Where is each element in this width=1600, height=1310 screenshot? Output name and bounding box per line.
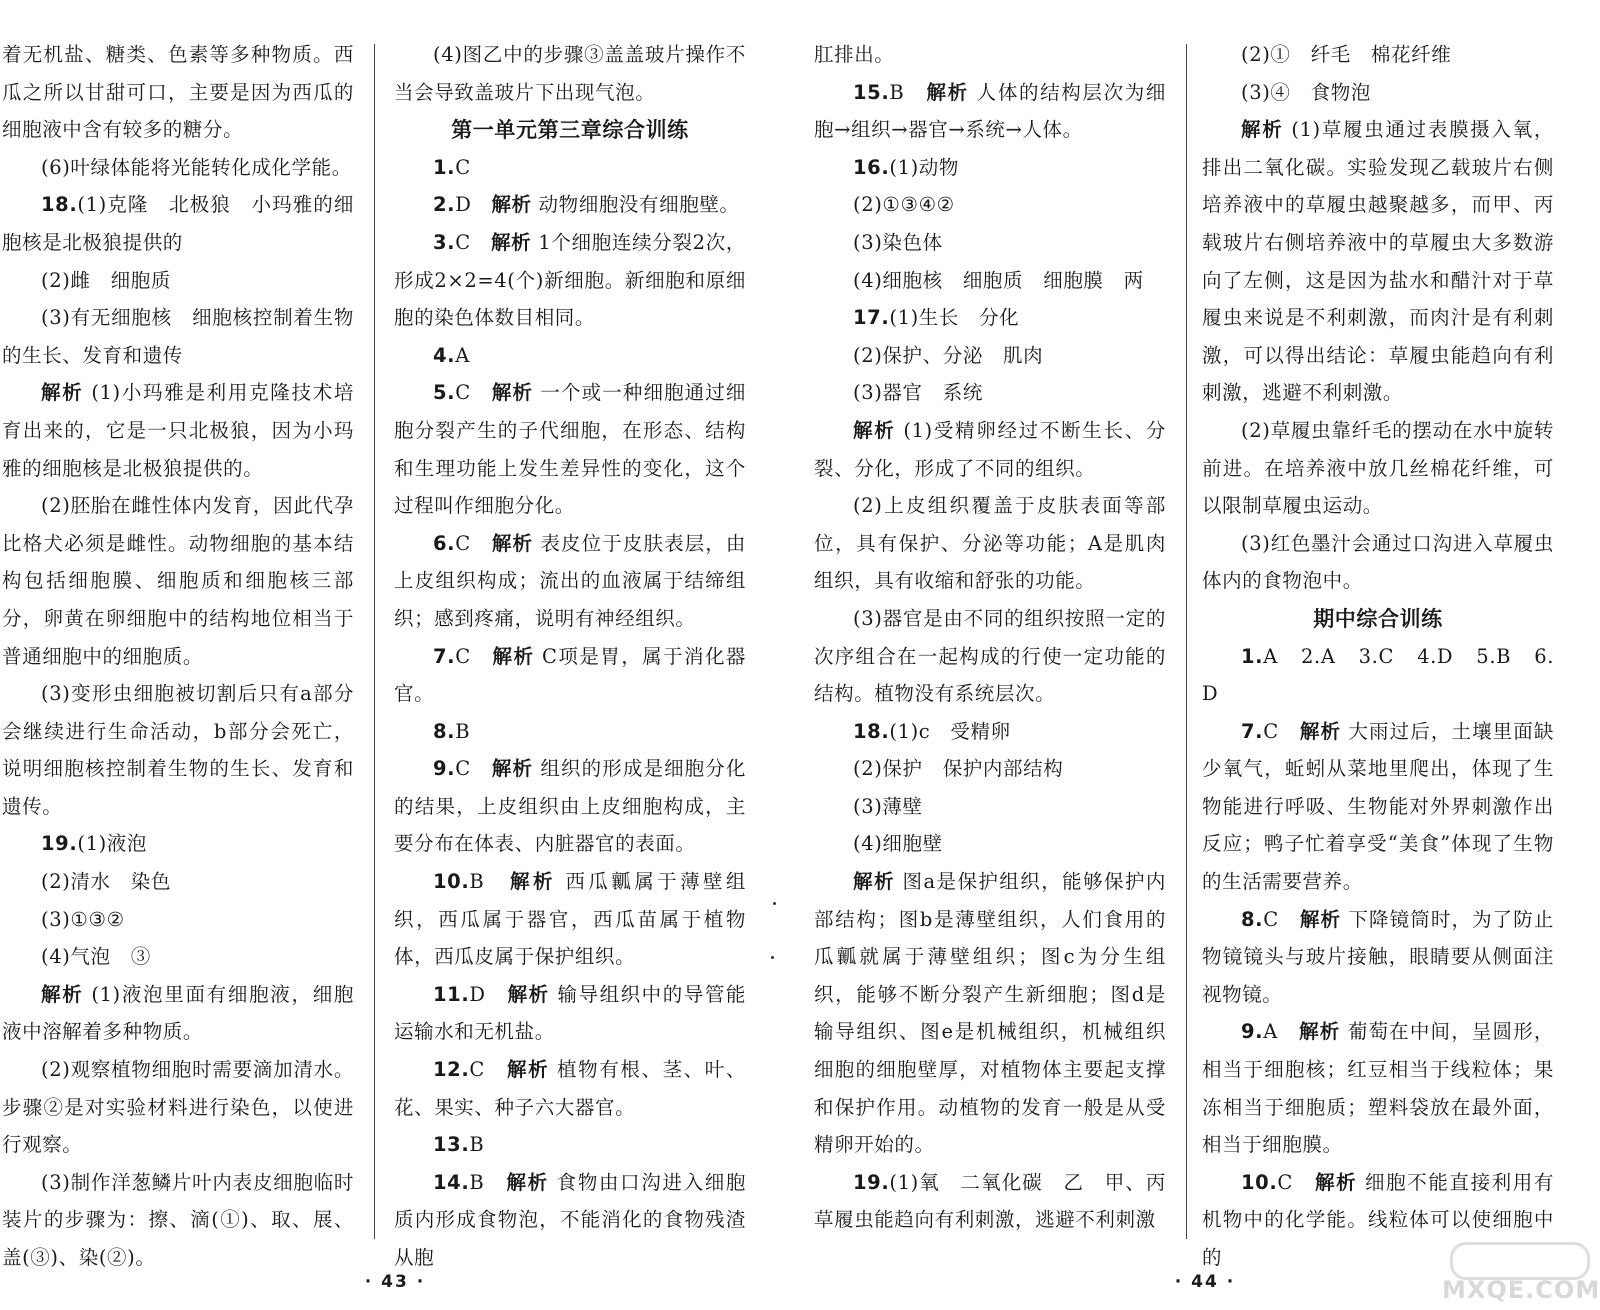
column-divider xyxy=(1186,44,1187,1239)
item-number: 3. xyxy=(433,230,456,254)
answer-paragraph: (2)保护、分泌 肌肉 xyxy=(853,343,1044,367)
item-number: 10. xyxy=(433,870,470,894)
answer-paragraph: 16.(1)动物 xyxy=(853,155,959,179)
answer-paragraph: (2)胚胎在雌性体内发育，因此代孕比格犬必须是雌性。动物细胞的基本结构包括细胞膜、细胞质和细胞核三部分，卵黄在卵细胞中的结构地位相当于普通细胞中的细胞质。 xyxy=(2,494,354,668)
answer-paragraph: (2)观察植物细胞时需要滴加清水。步骤②是对实验材料进行染色，以使进行观察。 xyxy=(2,1058,354,1157)
analysis-label: 解析 xyxy=(491,757,534,781)
right-column-2 xyxy=(1202,36,1554,1277)
item-number: 7. xyxy=(1241,719,1264,743)
analysis-label: 解析 xyxy=(507,982,550,1006)
answer-paragraph: (3)染色体 xyxy=(853,230,943,254)
analysis-label: 解析 xyxy=(492,644,535,668)
analysis-label: 解析 xyxy=(491,531,534,555)
analysis-label: 解析 xyxy=(510,870,556,894)
column-divider xyxy=(374,44,375,1239)
answer-paragraph: 13.B xyxy=(433,1133,485,1157)
analysis-label: 解析 xyxy=(41,982,84,1006)
answer-paragraph: (3)①③② xyxy=(41,907,125,931)
item-number: 9. xyxy=(1241,1020,1264,1044)
answer-paragraph: 解析 (1)草履虫通过表膜摄入氧，排出二氧化碳。实验发现乙载玻片右侧培养液中的草履虫越聚越多，而甲、丙载玻片右侧培养液中的草履虫大多数游向了左侧，这是因为盐水和醋汁对于草履虫来说是不利刺激，而肉汁是有利刺激，可以得出结论：草履虫能趋向有利刺激，逃避不利刺激。 xyxy=(1202,118,1555,405)
item-number: 19. xyxy=(41,832,78,856)
watermark-logo-icon xyxy=(1450,1242,1590,1280)
answer-paragraph: 19.(1)氧 二氧化碳 乙 甲、丙 草履虫能趋向有利刺激，逃避不利刺激 xyxy=(814,1170,1187,1232)
item-number: 19. xyxy=(853,1170,890,1194)
answer-paragraph: (4)细胞核 细胞质 细胞膜 两 xyxy=(853,268,1144,292)
analysis-label: 解析 xyxy=(1241,118,1284,142)
item-number: 8. xyxy=(433,719,456,743)
answer-paragraph: 12.C 解析 植物有根、茎、叶、花、果实、种子六大器官。 xyxy=(394,1058,746,1119)
answer-paragraph: 10.C 解析 细胞不能直接利用有机物中的化学能。线粒体可以使细胞中的 xyxy=(1202,1170,1554,1269)
answer-paragraph: (2)上皮组织覆盖于皮肤表面等部位，具有保护、分泌等功能；A是肌肉组织，具有收缩和舒张的功能。 xyxy=(814,494,1166,593)
item-number: 18. xyxy=(853,719,890,743)
left-column-1 xyxy=(2,36,354,1277)
answer-paragraph: (3)器官是由不同的组织按照一定的次序组合在一起构成的行使一定功能的结构。植物没有系统层次。 xyxy=(814,606,1166,706)
item-number: 4. xyxy=(433,343,456,367)
item-number: 8. xyxy=(1241,907,1264,931)
answer-paragraph: 14.B 解析 食物由口沟进入细胞质内形成食物泡，不能消化的食物残渣从胞 xyxy=(394,1170,746,1269)
answer-paragraph: 6.C 解析 表皮位于皮肤表层，由上皮组织构成；流出的血液属于结缔组织；感到疼痛，说明有神经组织。 xyxy=(394,531,746,630)
item-number: 11. xyxy=(433,982,470,1006)
answer-paragraph: (6)叶绿体能将光能转化成化学能。 xyxy=(41,155,352,179)
analysis-label: 解析 xyxy=(853,418,896,442)
answer-paragraph: 18.(1)c 受精卵 xyxy=(853,719,1011,743)
answer-paragraph: (2)保护 保护内部结构 xyxy=(853,757,1064,781)
answer-paragraph: 1.C xyxy=(433,155,471,179)
answer-paragraph: (3)器官 系统 xyxy=(853,381,983,405)
item-number: 10. xyxy=(1241,1170,1278,1194)
answer-paragraph: 解析 (1)小玛雅是利用克隆技术培育出来的，它是一只北极狼，因为小玛雅的细胞核是北极狼提供的。 xyxy=(2,381,355,480)
left-column-2 xyxy=(394,36,746,1277)
analysis-label: 解析 xyxy=(853,870,895,894)
answer-paragraph: (2)①③④② xyxy=(853,193,955,217)
answer-paragraph: (3)薄壁 xyxy=(853,794,923,818)
answer-paragraph: 1.A 2.A 3.C 4.D 5.B 6.D xyxy=(1202,644,1554,706)
answer-paragraph: 9.C 解析 组织的形成是细胞分化的结果，上皮组织由上皮细胞构成，主要分布在体表、内脏器官的表面。 xyxy=(394,757,746,856)
answer-paragraph: 着无机盐、糖类、色素等多种物质。西瓜之所以甘甜可口，主要是因为西瓜的细胞液中含有较多的糖分。 xyxy=(2,43,354,142)
analysis-label: 解析 xyxy=(1299,907,1342,931)
item-number: 1. xyxy=(433,155,456,179)
answer-paragraph: (3)④ 食物泡 xyxy=(1241,80,1371,104)
answer-paragraph: 5.C 解析 一个或一种细胞通过细胞分裂产生的子代细胞，在形态、结构和生理功能上发生差异性的变化，这个过程叫作细胞分化。 xyxy=(394,381,746,518)
section-heading: 第一单元第三章综合训练 xyxy=(451,117,689,143)
item-number: 12. xyxy=(433,1058,470,1082)
answer-paragraph: 2.D 解析 动物细胞没有细胞壁。 xyxy=(433,193,740,217)
answer-paragraph: 10.B 解析 西瓜瓤属于薄壁组织，西瓜属于器官，西瓜苗属于植物体，西瓜皮属于保护组织。 xyxy=(394,870,747,969)
analysis-label: 解析 xyxy=(1299,1020,1341,1044)
answer-paragraph: 3.C 解析 1个细胞连续分裂2次，形成2×2=4(个)新细胞。新细胞和原细胞的染色体数目相同。 xyxy=(394,230,746,330)
answer-paragraph: 11.D 解析 输导组织中的导管能运输水和无机盐。 xyxy=(394,982,746,1044)
item-number: 17. xyxy=(853,306,890,330)
answer-paragraph: (2)① 纤毛 棉花纤维 xyxy=(1241,43,1452,66)
item-number: 9. xyxy=(433,757,456,781)
answer-paragraph: 7.C 解析 大雨过后，土壤里面缺少氧气，蚯蚓从菜地里爬出，体现了生物能进行呼吸、生物能对外界刺激作出反应；鸭子忙着享受“美食”体现了生物的生活需要营养。 xyxy=(1202,719,1554,894)
site-watermark xyxy=(1442,1242,1600,1306)
answer-paragraph: (4)气泡 ③ xyxy=(41,945,151,969)
answer-paragraph: 18.(1)克隆 北极狼 小玛雅的细胞核是北极狼提供的 xyxy=(2,193,354,254)
answer-paragraph: 17.(1)生长 分化 xyxy=(853,306,1020,330)
answer-paragraph: (3)有无细胞核 细胞核控制着生物的生长、发育和遗传 xyxy=(2,306,354,367)
analysis-label: 解析 xyxy=(491,193,532,217)
item-number: 16. xyxy=(853,155,890,179)
item-number: 18. xyxy=(41,193,78,217)
answer-paragraph: 8.C 解析 下降镜筒时，为了防止物镜镜头与玻片接触，眼睛要从侧面注视物镜。 xyxy=(1202,907,1554,1006)
answer-paragraph: (2)雌 细胞质 xyxy=(41,268,171,292)
section-heading: 期中综合训练 xyxy=(1313,605,1443,631)
answer-paragraph: 4.A xyxy=(433,343,470,367)
answer-paragraph: 解析 (1)液泡里面有细胞液，细胞液中溶解着多种物质。 xyxy=(2,982,355,1044)
answer-paragraph: 19.(1)液泡 xyxy=(41,832,147,856)
analysis-label: 解析 xyxy=(491,381,534,405)
analysis-label: 解析 xyxy=(1299,719,1342,743)
right-column-1 xyxy=(814,36,1187,1239)
answer-paragraph: (2)清水 染色 xyxy=(41,870,171,894)
analysis-label: 解析 xyxy=(506,1170,549,1194)
answer-paragraph: 7.C 解析 C项是胃，属于消化器官。 xyxy=(394,644,747,706)
item-number: 15. xyxy=(853,80,890,104)
analysis-label: 解析 xyxy=(926,80,969,104)
page-number-43: · 43 · xyxy=(364,1272,426,1292)
item-number: 14. xyxy=(433,1170,470,1194)
answer-paragraph: 8.B xyxy=(433,719,471,743)
answer-paragraph: (3)制作洋葱鳞片叶内表皮细胞临时装片的步骤为：擦、滴(①)、取、展、盖(③)、染(②)。 xyxy=(2,1170,354,1269)
item-number: 7. xyxy=(433,644,456,668)
answer-paragraph: (4)细胞壁 xyxy=(853,832,943,856)
analysis-label: 解析 xyxy=(507,1058,550,1082)
page-number-44: · 44 · xyxy=(1174,1272,1236,1292)
answer-paragraph: (2)草履虫靠纤毛的摆动在水中旋转前进。在培养液中放几丝棉花纤维，可以限制草履虫运动。 xyxy=(1202,418,1554,518)
page-43 xyxy=(0,0,790,1310)
item-number: 5. xyxy=(433,381,456,405)
answer-paragraph: 15.B 解析 人体的结构层次为细胞→组织→器官→系统→人体。 xyxy=(814,80,1166,142)
answer-paragraph: 解析 图a是保护组织，能够保护内部结构；图b是薄壁组织，人们食用的瓜瓤就属于薄壁组织；图c为分生组织，能够不断分裂产生新细胞；图d是输导组织、图e是机械组织，机械组织细胞的细胞壁厚，对植物体主要起支撑和保护作用。动植物的发育一般是从受精卵开始的。 xyxy=(814,870,1166,1157)
analysis-label: 解析 xyxy=(490,230,532,254)
watermark-text: MXQE.COM xyxy=(1442,1276,1600,1304)
answer-paragraph: (4)图乙中的步骤③盖盖玻片操作不当会导致盖玻片下出现气泡。 xyxy=(394,43,746,104)
item-number: 1. xyxy=(1241,644,1264,668)
answer-paragraph: 解析 (1)受精卵经过不断生长、分裂、分化，形成了不同的组织。 xyxy=(814,418,1167,480)
item-number: 2. xyxy=(433,193,456,217)
print-dot xyxy=(773,902,776,905)
item-number: 6. xyxy=(433,531,456,555)
answer-paragraph: 肛排出。 xyxy=(814,43,895,66)
answer-paragraph: (3)变形虫细胞被切割后只有a部分会继续进行生命活动，b部分会死亡，说明细胞核控制着生物的生长、发育和遗传。 xyxy=(2,682,354,818)
item-number: 13. xyxy=(433,1133,470,1157)
print-dot xyxy=(771,956,774,959)
answer-paragraph: 9.A 解析 葡萄在中间，呈圆形，相当于细胞核；红豆相当于线粒体；果冻相当于细胞质；塑料袋放在最外面，相当于细胞膜。 xyxy=(1202,1020,1554,1157)
answer-paragraph: (3)红色墨汁会通过口沟进入草履虫体内的食物泡中。 xyxy=(1202,531,1554,593)
page-44 xyxy=(810,0,1600,1310)
analysis-label: 解析 xyxy=(1315,1170,1358,1194)
analysis-label: 解析 xyxy=(41,381,84,405)
